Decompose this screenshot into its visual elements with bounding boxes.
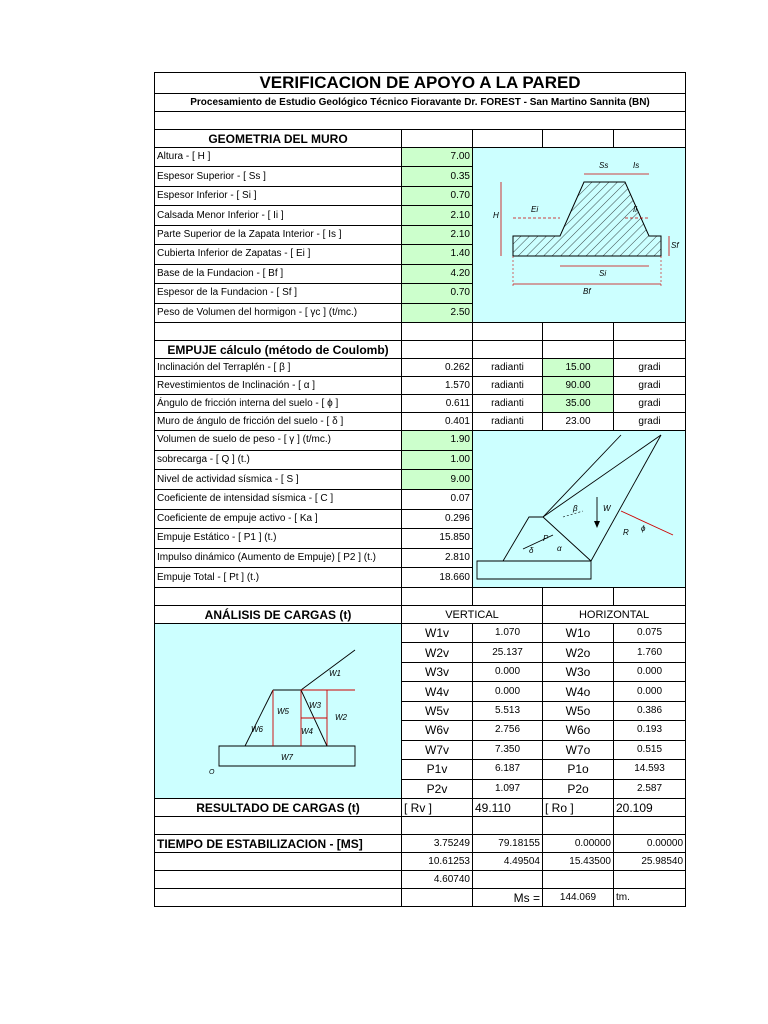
label-w3: W3 <box>309 701 321 710</box>
horizontal-load-label: P2o <box>543 779 614 799</box>
angle-deg-unit: gradi <box>614 395 686 413</box>
geometry-label: Base de la Fundacion - [ Bf ] <box>155 264 402 283</box>
thrust-value[interactable]: 1.90 <box>402 431 473 451</box>
vertical-load-label: W1v <box>402 624 473 643</box>
horizontal-load-value: 0.000 <box>614 662 686 681</box>
horizontal-header: HORIZONTAL <box>543 606 686 624</box>
label-p: P <box>543 534 549 543</box>
vertical-load-value: 5.513 <box>473 701 543 720</box>
angle-deg: 23.00 <box>543 413 614 431</box>
horizontal-load-value: 0.386 <box>614 701 686 720</box>
horizontal-load-label: W6o <box>543 721 614 740</box>
wall-geometry-diagram <box>473 148 686 323</box>
geometry-value[interactable]: 2.10 <box>402 206 473 225</box>
horizontal-load-label: W1o <box>543 624 614 643</box>
angle-rad-unit: radianti <box>473 395 543 413</box>
vertical-load-value: 0.000 <box>473 662 543 681</box>
label-origin: O <box>209 769 215 776</box>
label-is: Is <box>633 161 640 170</box>
stabilization-value: 15.43500 <box>543 853 614 871</box>
thrust-value[interactable]: 9.00 <box>402 470 473 490</box>
angle-deg[interactable]: 90.00 <box>543 377 614 395</box>
horizontal-load-label: P1o <box>543 760 614 779</box>
ro-label: [ Ro ] <box>543 799 614 817</box>
geometry-label: Cubierta Inferior de Zapatas - [ Ei ] <box>155 245 402 264</box>
geometry-label: Calsada Menor Inferior - [ Ii ] <box>155 206 402 225</box>
label-bf: Bf <box>583 287 591 296</box>
stabilization-value: 25.98540 <box>614 853 686 871</box>
coulomb-wedge-drawing <box>473 431 685 583</box>
loads-diagram <box>155 624 402 799</box>
geometry-value[interactable]: 4.20 <box>402 264 473 283</box>
horizontal-load-label: W7o <box>543 740 614 759</box>
label-sf: Sf <box>671 241 679 250</box>
angle-rad-unit: radianti <box>473 359 543 377</box>
geometry-value[interactable]: 0.70 <box>402 186 473 205</box>
vertical-load-label: W2v <box>402 643 473 662</box>
stabilization-value: 4.60740 <box>402 871 473 889</box>
label-r: R <box>623 528 629 537</box>
geometry-label: Parte Superior de la Zapata Interior - [ Is ] <box>155 225 402 244</box>
geometry-value[interactable]: 0.70 <box>402 284 473 303</box>
ms-value: 144.069 <box>543 889 614 907</box>
wall-section-drawing <box>473 148 685 318</box>
geometry-label: Espesor Inferior - [ Si ] <box>155 186 402 205</box>
angle-label: Inclinación del Terraplén - [ β ] <box>155 359 402 377</box>
label-phi: ϕ <box>641 524 646 533</box>
label-h: H <box>493 211 499 220</box>
label-beta: β <box>573 504 578 513</box>
angle-rad-unit: radianti <box>473 377 543 395</box>
thrust-value: 18.660 <box>402 568 473 588</box>
thrust-value: 0.296 <box>402 509 473 529</box>
horizontal-load-value: 14.593 <box>614 760 686 779</box>
angle-label: Revestimientos de Inclinación - [ α ] <box>155 377 402 395</box>
vertical-load-value: 1.097 <box>473 779 543 799</box>
label-w5: W5 <box>277 707 289 716</box>
thrust-value: 2.810 <box>402 548 473 568</box>
angle-deg-unit: gradi <box>614 413 686 431</box>
stabilization-value: 0.00000 <box>543 835 614 853</box>
stabilization-value: 0.00000 <box>614 835 686 853</box>
horizontal-load-label: W4o <box>543 682 614 701</box>
horizontal-load-value: 0.193 <box>614 721 686 740</box>
thrust-value: 15.850 <box>402 529 473 549</box>
thrust-label: sobrecarga - [ Q ] (t.) <box>155 450 402 470</box>
thrust-label: Nivel de actividad sísmica - [ S ] <box>155 470 402 490</box>
thrust-header: EMPUJE cálculo (método de Coulomb) <box>155 341 402 359</box>
angle-deg-unit: gradi <box>614 377 686 395</box>
angle-label: Muro de ángulo de fricción del suelo - [ δ ] <box>155 413 402 431</box>
stabilization-value: 79.18155 <box>473 835 543 853</box>
geometry-value[interactable]: 7.00 <box>402 148 473 167</box>
rv-value: 49.110 <box>473 799 543 817</box>
thrust-value: 0.07 <box>402 489 473 509</box>
page-title: VERIFICACION DE APOYO A LA PARED <box>155 73 686 94</box>
load-partition-drawing <box>155 624 402 794</box>
thrust-label: Volumen de suelo de peso - [ γ ] (t/mc.) <box>155 431 402 451</box>
angle-rad-unit: radianti <box>473 413 543 431</box>
stabilization-label: TIEMPO DE ESTABILIZACION - [MS] <box>155 835 402 853</box>
angle-deg[interactable]: 15.00 <box>543 359 614 377</box>
spacer-row <box>155 112 686 130</box>
label-w7: W7 <box>281 753 293 762</box>
label-alpha: α <box>557 544 562 553</box>
geometry-header: GEOMETRIA DEL MURO <box>155 130 402 148</box>
horizontal-load-value: 0.000 <box>614 682 686 701</box>
vertical-load-value: 2.756 <box>473 721 543 740</box>
vertical-load-value: 7.350 <box>473 740 543 759</box>
angle-rad: 1.570 <box>402 377 473 395</box>
geometry-value[interactable]: 2.50 <box>402 303 473 323</box>
stabilization-value: 4.49504 <box>473 853 543 871</box>
horizontal-load-value: 1.760 <box>614 643 686 662</box>
geometry-value[interactable]: 1.40 <box>402 245 473 264</box>
vertical-load-label: P1v <box>402 760 473 779</box>
vertical-load-label: W4v <box>402 682 473 701</box>
ms-label: Ms = <box>473 889 543 907</box>
label-ii: Ii <box>633 205 637 214</box>
coulomb-diagram <box>473 431 686 588</box>
geometry-value[interactable]: 2.10 <box>402 225 473 244</box>
thrust-label: Impulso dinámico (Aumento de Empuje) [ P2 ] (t.) <box>155 548 402 568</box>
calc-table <box>154 72 686 907</box>
horizontal-load-value: 0.075 <box>614 624 686 643</box>
vertical-load-label: W6v <box>402 721 473 740</box>
thrust-label: Coeficiente de intensidad sísmica - [ C ] <box>155 489 402 509</box>
geometry-label: Espesor de la Fundacion - [ Sf ] <box>155 284 402 303</box>
vertical-load-value: 1.070 <box>473 624 543 643</box>
label-delta: δ <box>529 546 534 555</box>
vertical-load-value: 0.000 <box>473 682 543 701</box>
label-w4: W4 <box>301 727 313 736</box>
vertical-load-label: P2v <box>402 779 473 799</box>
label-ss: Ss <box>599 161 609 170</box>
geometry-label: Altura - [ H ] <box>155 148 402 167</box>
spreadsheet <box>154 72 685 907</box>
thrust-value[interactable]: 1.00 <box>402 450 473 470</box>
stabilization-value: 3.75249 <box>402 835 473 853</box>
vertical-load-label: W3v <box>402 662 473 681</box>
angle-deg-unit: gradi <box>614 359 686 377</box>
ms-unit: tm. <box>614 889 686 907</box>
angle-rad: 0.401 <box>402 413 473 431</box>
vertical-load-value: 6.187 <box>473 760 543 779</box>
thrust-label: Empuje Estático - [ P1 ] (t.) <box>155 529 402 549</box>
geometry-label: Espesor Superior - [ Ss ] <box>155 167 402 186</box>
vertical-load-label: W7v <box>402 740 473 759</box>
geometry-value[interactable]: 0.35 <box>402 167 473 186</box>
horizontal-load-label: W2o <box>543 643 614 662</box>
angle-rad: 0.262 <box>402 359 473 377</box>
stabilization-value: 10.61253 <box>402 853 473 871</box>
angle-deg[interactable]: 35.00 <box>543 395 614 413</box>
angle-rad: 0.611 <box>402 395 473 413</box>
page-subtitle: Procesamiento de Estudio Geológico Técnico Fioravante Dr. FOREST - San Martino Sannita (BN) <box>155 94 686 112</box>
vertical-load-label: W5v <box>402 701 473 720</box>
loads-header: ANÁLISIS DE CARGAS (t) <box>155 606 402 624</box>
geometry-label: Peso de Volumen del hormigon - [ γc ] (t/mc.) <box>155 303 402 323</box>
vertical-load-value: 25.137 <box>473 643 543 662</box>
thrust-label: Coeficiente de empuje activo - [ Ka ] <box>155 509 402 529</box>
vertical-header: VERTICAL <box>402 606 543 624</box>
label-w6: W6 <box>251 725 263 734</box>
rv-label: [ Rv ] <box>402 799 473 817</box>
label-w: W <box>603 504 611 513</box>
label-si: Si <box>599 269 607 278</box>
horizontal-load-value: 0.515 <box>614 740 686 759</box>
result-label: RESULTADO DE CARGAS (t) <box>155 799 402 817</box>
ro-value: 20.109 <box>614 799 686 817</box>
label-ei: Ei <box>531 205 539 214</box>
horizontal-load-label: W3o <box>543 662 614 681</box>
label-w1: W1 <box>329 669 341 678</box>
horizontal-load-label: W5o <box>543 701 614 720</box>
angle-label: Ángulo de fricción interna del suelo - [ ϕ ] <box>155 395 402 413</box>
label-w2: W2 <box>335 713 347 722</box>
thrust-label: Empuje Total - [ Pt ] (t.) <box>155 568 402 588</box>
horizontal-load-value: 2.587 <box>614 779 686 799</box>
